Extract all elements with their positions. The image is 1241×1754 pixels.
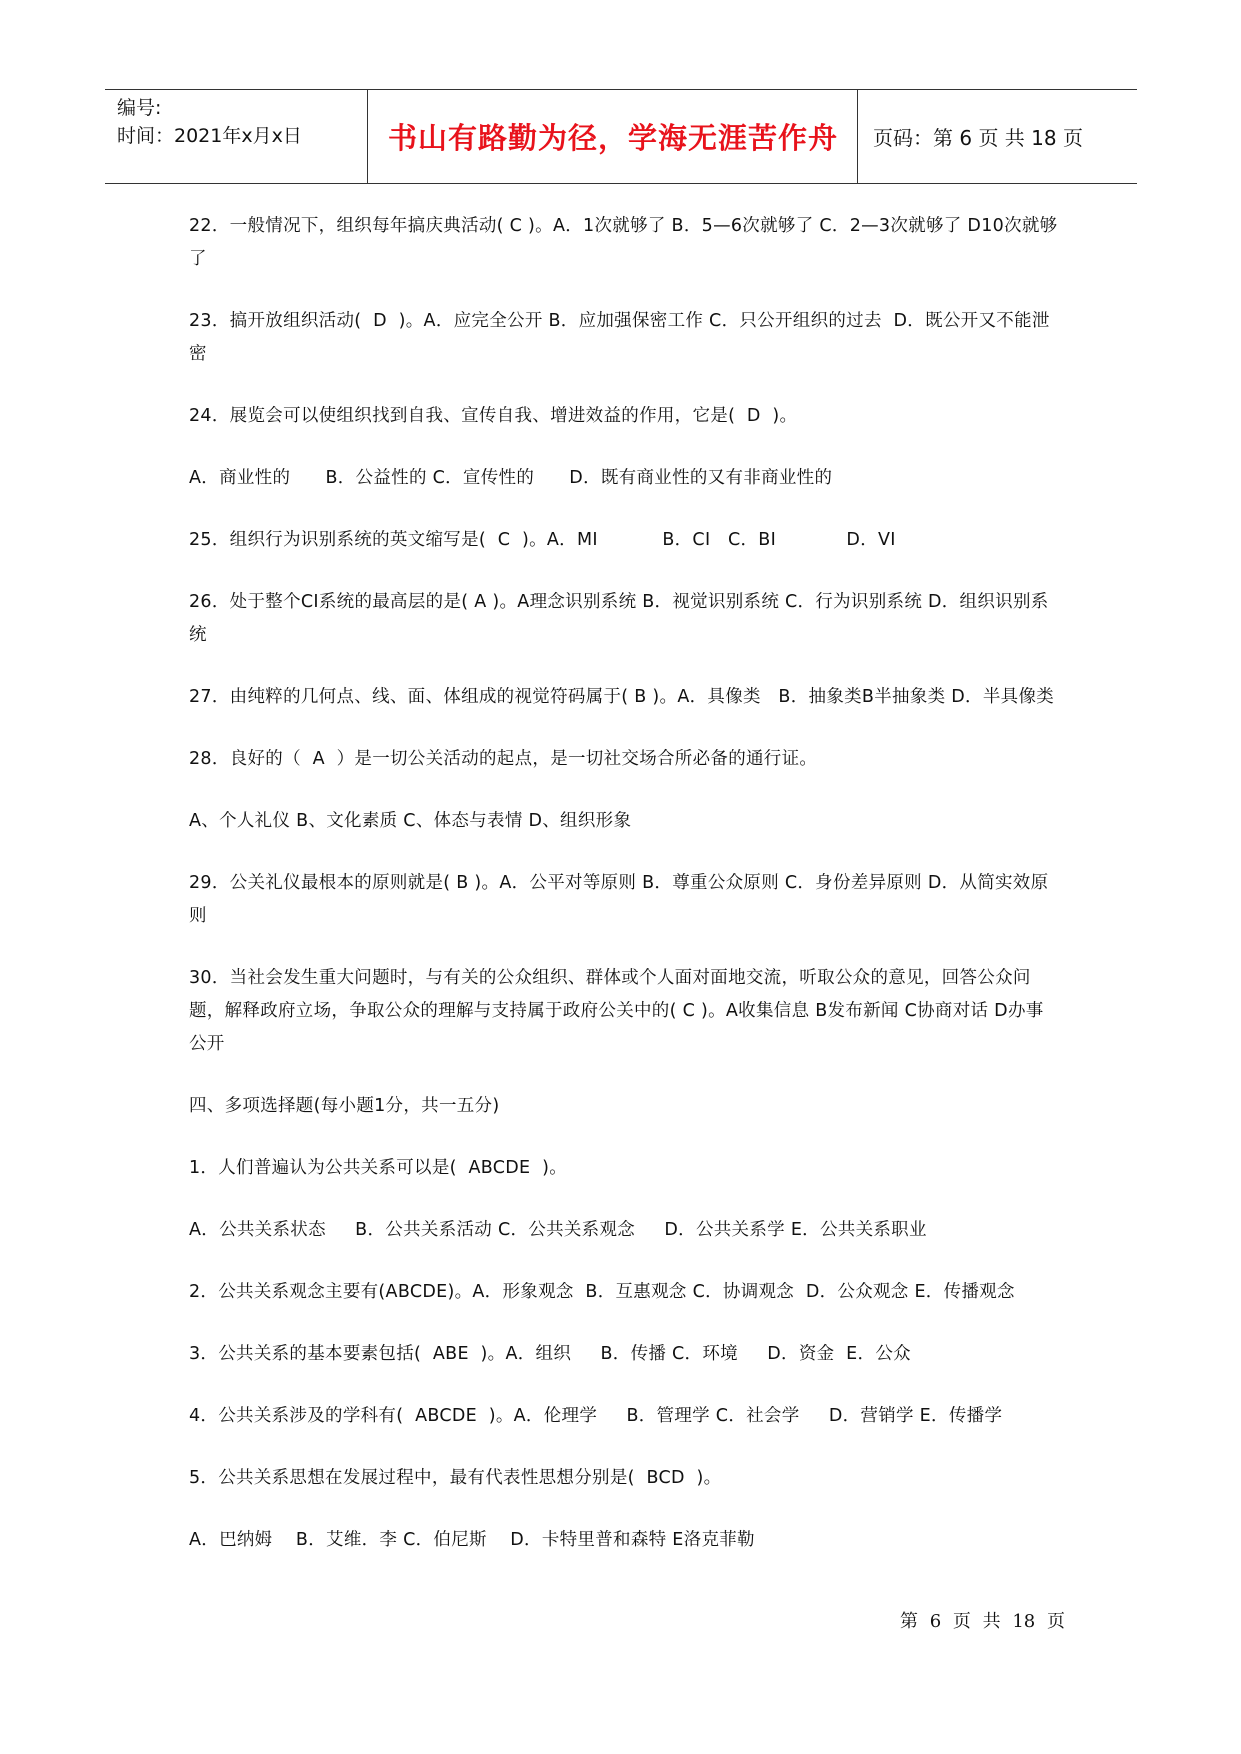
multi-question-3: 3．公共关系的基本要素包括( ABE )。A．组织 B．传播 C．环境 D．资金 E．公众 bbox=[189, 1344, 911, 1364]
header-page-code: 页码：第 6 页 共 18 页 bbox=[873, 126, 1083, 150]
document-body bbox=[189, 210, 1059, 1586]
question-24: 24．展览会可以使组织找到自我、宣传自我、增进效益的作用，它是( D )。 bbox=[189, 406, 798, 426]
question-29: 29．公关礼仪最根本的原则就是( B )。A．公平对等原则 B．尊重公众原则 C．身份差异原则 D．从简实效原则 bbox=[189, 873, 1049, 926]
serial-number-label: 编号: bbox=[117, 97, 162, 119]
page-footer: 第 6 页 共 18 页 bbox=[900, 1611, 1065, 1632]
multi-question-1: 1．人们普遍认为公共关系可以是( ABCDE )。 bbox=[189, 1158, 568, 1178]
page-header bbox=[105, 89, 1137, 184]
section-heading: 四、多项选择题(每小题1分，共一五分) bbox=[189, 1096, 500, 1116]
multi-question-2: 2．公共关系观念主要有(ABCDE)。A．形象观念 B．互惠观念 C．协调观念 D．公众观念 E．传播观念 bbox=[189, 1282, 1015, 1302]
question-25: 25．组织行为识别系统的英文缩写是( C )。A．MI B．CI C．BI D．VI bbox=[189, 530, 896, 550]
question-28: 28．良好的（ A ）是一切公关活动的起点，是一切社交场合所必备的通行证。 bbox=[189, 749, 818, 769]
multi-question-5: 5．公共关系思想在发展过程中，最有代表性思想分别是( BCD )。 bbox=[189, 1468, 722, 1488]
multi-question-5-options: A．巴纳姆 B．艾维．李 C．伯尼斯 D．卡特里普和森特 E洛克菲勒 bbox=[189, 1530, 755, 1550]
header-divider bbox=[367, 90, 368, 183]
question-24-options: A．商业性的 B．公益性的 C．宣传性的 D．既有商业性的又有非商业性的 bbox=[189, 468, 833, 488]
multi-question-4: 4．公共关系涉及的学科有( ABCDE )。A．伦理学 B．管理学 C．社会学 D．营销学 E．传播学 bbox=[189, 1406, 1003, 1426]
question-23: 23．搞开放组织活动( D )。A．应完全公开 B．应加强保密工作 C．只公开组织的过去 D．既公开又不能泄密 bbox=[189, 311, 1050, 364]
question-27: 27．由纯粹的几何点、线、面、体组成的视觉符码属于( B )。A．具像类 B．抽象类B半抽象类 D．半具像类 bbox=[189, 687, 1055, 707]
header-motto: 书山有路勤为径，学海无涯苦作舟 bbox=[387, 121, 838, 155]
multi-question-1-options: A．公共关系状态 B．公共关系活动 C．公共关系观念 D．公共关系学 E．公共关系职业 bbox=[189, 1220, 927, 1240]
question-26: 26．处于整个CI系统的最高层的是( A )。A理念识别系统 B．视觉识别系统 C．行为识别系统 D．组织识别系统 bbox=[189, 592, 1049, 645]
question-22: 22．一般情况下，组织每年搞庆典活动( C )。A．1次就够了 B．5—6次就够了 C．2—3次就够了 D10次就够了 bbox=[189, 216, 1058, 269]
header-meta bbox=[117, 94, 367, 150]
question-28-options: A、个人礼仪 B、文化素质 C、体态与表情 D、组织形象 bbox=[189, 811, 632, 831]
question-30: 30．当社会发生重大问题时，与有关的公众组织、群体或个人面对面地交流，听取公众的意见，回答公众问题，解释政府立场，争取公众的理解与支持属于政府公关中的( C )。A收集信息 B发布新闻 C协商对话 D办事公开 bbox=[189, 968, 1044, 1054]
header-divider bbox=[857, 90, 858, 183]
date-label: 时间：2021年x月x日 bbox=[117, 125, 302, 147]
